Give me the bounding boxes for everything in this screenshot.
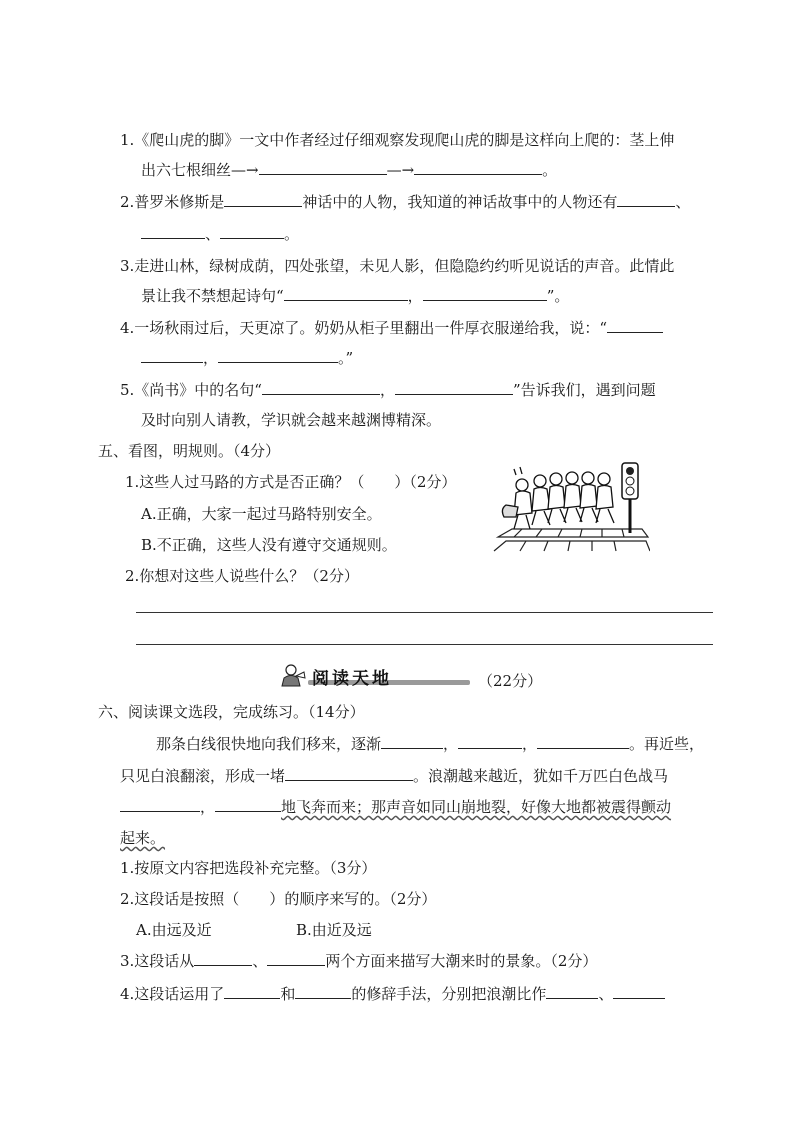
q4-line-10 <box>141 410 441 430</box>
q6-sub4: 4.这段话运用了 和 的修辞手法，分别把浪潮比作 、 <box>120 984 665 1004</box>
q6-title: 六、阅读课文选段，完成练习。（14分） <box>98 703 365 721</box>
q4-item2-lead: 2.普罗米修斯是 <box>120 193 225 211</box>
answer-blank[interactable] <box>284 286 408 301</box>
q4-line-7 <box>120 318 663 338</box>
zebra-crossing <box>494 529 650 551</box>
answer-line[interactable] <box>136 644 713 645</box>
q6-paragraph-line-3: ， 地飞奔而来；那声音如同山崩地裂，好像大地都被震得颤动 <box>120 797 671 817</box>
answer-blank[interactable] <box>285 766 413 781</box>
q4-line-4: 、 。 <box>141 224 299 244</box>
q6-sub2: 2.这段话是按照（ ）的顺序来写的。（2分） <box>120 890 437 908</box>
q4-item5-text: 及时向别人请教，学识就会越来越渊博精深。 <box>141 411 442 429</box>
q6-paragraph-line-4: 起来。 <box>120 829 166 847</box>
q5-title: 五、看图，明规则。（4分） <box>98 442 281 460</box>
answer-blank[interactable] <box>220 224 284 239</box>
answer-blank[interactable] <box>141 348 203 363</box>
q4-line-2: 出六七根细丝—→ —→ 。 <box>141 161 558 179</box>
q6-sub1: 1.按原文内容把选段补充完整。（3分） <box>120 859 377 877</box>
answer-blank[interactable] <box>617 192 675 207</box>
answer-blank[interactable] <box>395 380 513 395</box>
answer-blank[interactable] <box>607 318 663 333</box>
q4-line-1 <box>120 130 674 150</box>
answer-blank[interactable] <box>537 734 629 749</box>
arrow-icon: —→ <box>231 161 259 179</box>
q5-option-b[interactable]: B.不正确，这些人没有遵守交通规则。 <box>141 536 397 554</box>
answer-blank[interactable] <box>262 380 380 395</box>
answer-blank[interactable] <box>295 984 351 999</box>
answer-blank[interactable] <box>267 951 325 966</box>
answer-blank[interactable] <box>120 797 200 812</box>
answer-blank[interactable] <box>215 797 281 812</box>
q4-item5-lead: 5.《尚书》中的名句“ <box>120 381 262 399</box>
q4-item3-lead: 景让我不禁想起诗句“ <box>141 287 284 305</box>
answer-blank[interactable] <box>423 286 547 301</box>
q4-line-9: 5.《尚书》中的名句“ ， ”告诉我们，遇到问题 <box>120 381 656 399</box>
arrow-icon: —→ <box>386 161 415 179</box>
q4-line-3: 2.普罗米修斯是 神话中的人物，我知道的神话故事中的人物还有 、 <box>120 193 691 211</box>
q4-line-8: ， 。” <box>141 348 353 368</box>
banner-label: 阅读天地 <box>312 669 392 689</box>
q6-sub2-option-a[interactable]: A.由远及近 <box>136 921 212 939</box>
q6-sub2-option-b[interactable]: B.由近及远 <box>296 921 372 939</box>
answer-line[interactable] <box>136 612 713 613</box>
q4-item3-text: 3.走进山林，绿树成荫，四处张望，未见人影，但隐隐约约听见说话的声音。此情此 <box>120 257 675 275</box>
q5-sub1: 1.这些人过马路的方式是否正确？（ ）（2分） <box>125 473 457 491</box>
answer-blank[interactable] <box>414 160 542 175</box>
q4-item1-text: 1.《爬山虎的脚》一文中作者经过仔细观察发现爬山虎的脚是这样向上爬的：茎上伸 <box>120 131 675 149</box>
q6-paragraph-line-2: 只见白浪翻滚，形成一堵 。浪潮越来越近，犹如千万匹白色战马 <box>120 767 669 785</box>
q4-item2-mid: 神话中的人物，我知道的神话故事中的人物还有 <box>302 193 618 211</box>
answer-blank[interactable] <box>224 192 302 207</box>
section-score: （22分） <box>478 672 543 690</box>
answer-blank[interactable] <box>218 348 338 363</box>
answer-blank[interactable] <box>458 734 522 749</box>
q4-line-5 <box>120 256 674 276</box>
q5-sub2: 2.你想对这些人说些什么？（2分） <box>125 567 359 585</box>
answer-blank[interactable] <box>613 984 665 999</box>
answer-blank[interactable] <box>259 160 387 175</box>
traffic-light-icon <box>622 463 638 533</box>
answer-blank[interactable] <box>381 734 443 749</box>
section-banner <box>278 662 474 688</box>
answer-blank[interactable] <box>224 984 280 999</box>
crossing-illustration <box>492 459 650 553</box>
q4-item1-lead: 出六七根细丝 <box>141 161 232 179</box>
q4-item5-tail: ”告诉我们，遇到问题 <box>513 381 656 399</box>
q6-sub3: 3.这段话从 、 两个方面来描写大潮来时的景象。（2分） <box>120 952 598 970</box>
answer-blank[interactable] <box>546 984 598 999</box>
q6-paragraph-line-1: 那条白线很快地向我们移来，逐渐 ， ， 。再近些， <box>156 735 705 753</box>
q5-option-a[interactable]: A.正确，大家一起过马路特别安全。 <box>141 505 382 523</box>
pedestrian-group <box>502 467 614 529</box>
answer-blank[interactable] <box>194 951 252 966</box>
answer-blank[interactable] <box>141 224 205 239</box>
reading-mascot-icon <box>278 662 308 688</box>
q4-line-6: 景让我不禁想起诗句“ ， ”。 <box>141 287 570 305</box>
q4-item4-text: 4.一场秋雨过后，天更凉了。奶奶从柜子里翻出一件厚衣服递给我，说：“ <box>120 319 607 337</box>
